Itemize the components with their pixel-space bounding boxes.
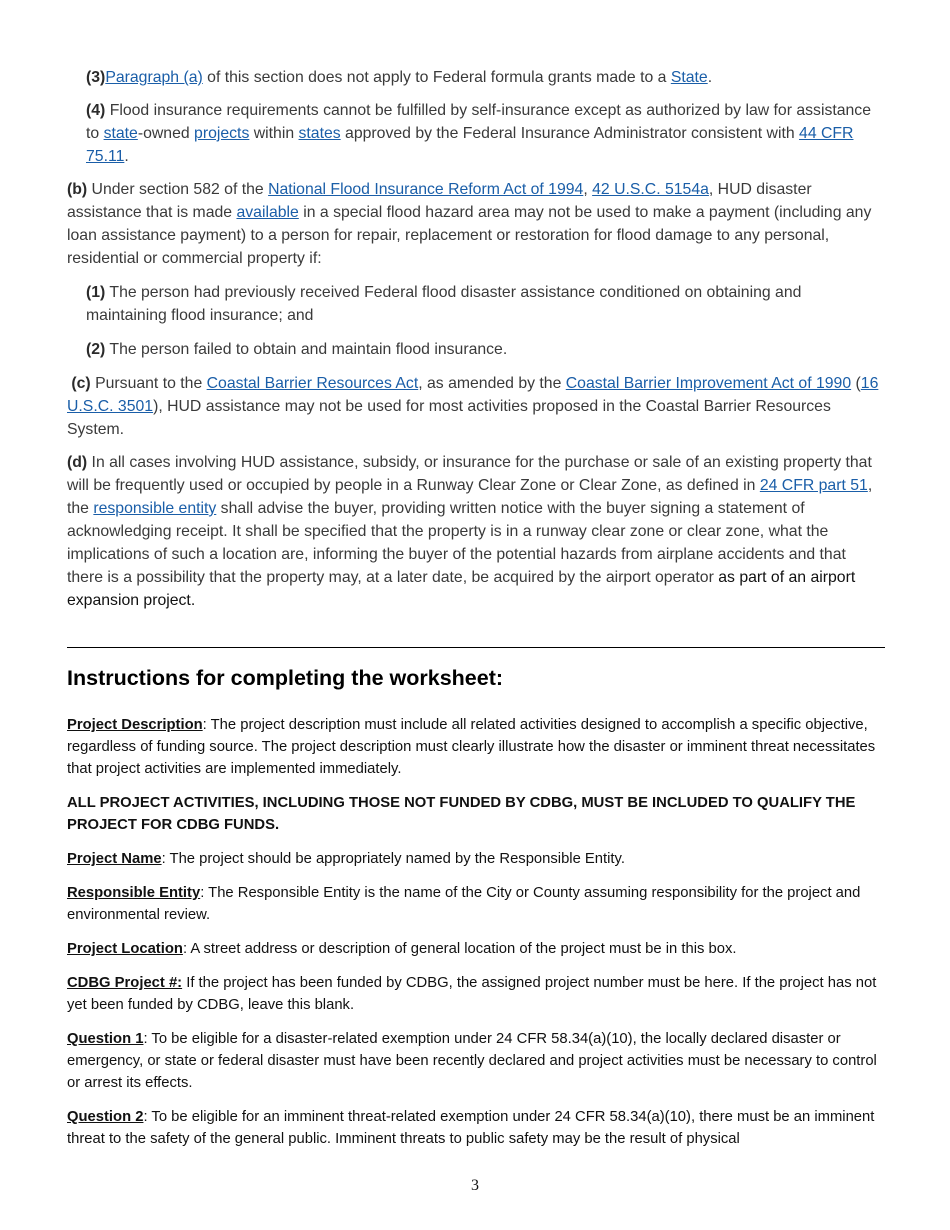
link-42-usc-5154a[interactable]: 42 U.S.C. 5154a bbox=[592, 181, 709, 198]
text: : A street address or description of general location of the project must be in this box. bbox=[182, 941, 737, 957]
text: : The project description must include all related activities designed to accomplish a specific objective, regardless of funding source. The project description must clearly illustrate how the disaster or imminent threat necessitates that project activities are implemented immediately. bbox=[67, 717, 876, 777]
term-label: Question 1 bbox=[67, 1031, 144, 1047]
text: Flood insurance requirements cannot be fulfilled by self-insurance except as authorized by law for assistance to bbox=[86, 102, 871, 142]
text: within bbox=[249, 125, 299, 142]
text: : The Responsible Entity is the name of the City or County assuming responsibility for the project and environmental review. bbox=[67, 885, 861, 923]
text: Pursuant to the bbox=[90, 375, 207, 392]
text: . bbox=[124, 148, 129, 165]
text: : To be eligible for an imminent threat-related exemption under 24 CFR 58.34(a)(10), there must be an imminent threat to the safety of the general public. Imminent threats to public safety may be the result of physical bbox=[67, 1109, 875, 1147]
link-24-cfr-part-51[interactable]: 24 CFR part 51 bbox=[759, 477, 868, 494]
text: In all cases involving HUD assistance, subsidy, or insurance for the purchase or sale of an existing property that will be frequently used or occupied by people in a Runway Clear Zone or Clear Zone, as defined in bbox=[67, 454, 872, 494]
link-paragraph-a[interactable]: Paragraph (a) bbox=[105, 69, 203, 86]
document-page bbox=[67, 66, 885, 1150]
term-label: Project Name bbox=[67, 851, 162, 867]
link-44-cfr-75-11[interactable]: 44 CFR 75.11 bbox=[86, 125, 854, 165]
section-divider bbox=[67, 647, 885, 648]
paragraph-number: (c) bbox=[71, 375, 91, 392]
paragraph-b bbox=[67, 178, 885, 270]
paragraph-number: (4) bbox=[86, 102, 106, 119]
text: of this section does not apply to Federal formula grants made to a bbox=[202, 69, 671, 86]
paragraph-number: (3) bbox=[86, 69, 106, 86]
link-responsible-entity[interactable]: responsible entity bbox=[93, 500, 217, 517]
instruction-cdbg-project bbox=[67, 972, 885, 1016]
term-label: Question 2 bbox=[67, 1109, 144, 1125]
paragraph-number: (2) bbox=[86, 341, 106, 358]
instruction-responsible-entity bbox=[67, 882, 885, 926]
text: , bbox=[583, 181, 593, 198]
instruction-question-2 bbox=[67, 1106, 885, 1150]
text: , the bbox=[67, 477, 873, 517]
text: : To be eligible for a disaster-related exemption under 24 CFR 58.34(a)(10), the locally declared disaster or emergency, or state or federal disaster must have been recently declared and project activities must be necessary to control or arrest its effects. bbox=[67, 1031, 877, 1091]
term-label: Project Description bbox=[67, 717, 203, 733]
text: ), HUD assistance may not be used for most activities proposed in the Coastal Barrier Resources System. bbox=[67, 398, 831, 438]
paragraph-c bbox=[67, 372, 885, 441]
text: shall advise the buyer, providing written notice with the buyer signing a statement of acknowledging receipt. It shall be specified that the property is in a runway clear zone or clear zone, what the implications of such a location are, informing the buyer of the potential hazards from airplane accidents and that there is a possibility that the property may, at a later date, be acquired by the airport operator bbox=[67, 500, 846, 586]
link-projects[interactable]: projects bbox=[194, 125, 250, 142]
link-states[interactable]: states bbox=[298, 125, 341, 142]
instruction-project-location bbox=[67, 938, 885, 960]
paragraph-a3 bbox=[86, 66, 885, 89]
paragraph-number: (1) bbox=[86, 284, 106, 301]
paragraph-number: (b) bbox=[67, 181, 88, 198]
text: , as amended by the bbox=[418, 375, 566, 392]
text: . bbox=[707, 69, 713, 86]
link-coastal-barrier-resources-act[interactable]: Coastal Barrier Resources Act bbox=[206, 375, 419, 392]
instructions-heading: Instructions for completing the worksheet: bbox=[67, 666, 504, 690]
instruction-project-name bbox=[67, 848, 885, 870]
paragraph-a4 bbox=[86, 99, 885, 168]
instruction-project-description bbox=[67, 714, 885, 780]
text: , HUD disaster assistance that is made bbox=[67, 181, 812, 221]
text: in a special flood hazard area may not be used to make a payment (including any loan assistance payment) to a person for repair, replacement or restoration for flood damage to any personal, residential or commercial property if: bbox=[67, 204, 872, 267]
text: If the project has been funded by CDBG, the assigned project number must be here. If the project has not yet been funded by CDBG, leave this blank. bbox=[67, 975, 877, 1013]
paragraph-b1 bbox=[86, 281, 885, 327]
link-16-usc-3501[interactable]: 16 U.S.C. 3501 bbox=[67, 375, 879, 415]
term-label: CDBG Project #: bbox=[67, 975, 183, 991]
instruction-caps-note: ALL PROJECT ACTIVITIES, INCLUDING THOSE NOT FUNDED BY CDBG, MUST BE INCLUDED TO QUALIFY THE PROJECT FOR CDBG FUNDS. bbox=[67, 795, 856, 833]
link-coastal-barrier-improvement-act[interactable]: Coastal Barrier Improvement Act of 1990 bbox=[565, 375, 852, 392]
term-label: Responsible Entity bbox=[67, 885, 201, 901]
text: ( bbox=[851, 375, 861, 392]
instruction-question-1 bbox=[67, 1028, 885, 1094]
text: -owned bbox=[137, 125, 195, 142]
text: as part of an airport expansion project. bbox=[67, 569, 856, 609]
link-nfira-1994[interactable]: National Flood Insurance Reform Act of 1994 bbox=[268, 181, 584, 198]
text: The person had previously received Federal flood disaster assistance conditioned on obtaining and maintaining flood insurance; and bbox=[86, 284, 802, 324]
text: approved by the Federal Insurance Administrator consistent with bbox=[340, 125, 800, 142]
paragraph-b2 bbox=[86, 338, 885, 361]
link-state-lower[interactable]: state bbox=[103, 125, 138, 142]
paragraph-number: (d) bbox=[67, 454, 88, 471]
text: The person failed to obtain and maintain flood insurance. bbox=[105, 341, 508, 358]
page-number: 3 bbox=[471, 1177, 479, 1194]
paragraph-d bbox=[67, 451, 885, 612]
term-label: Project Location bbox=[67, 941, 183, 957]
link-available[interactable]: available bbox=[236, 204, 299, 221]
text: : The project should be appropriately named by the Responsible Entity. bbox=[161, 851, 625, 867]
link-state[interactable]: State bbox=[670, 69, 708, 86]
text: Under section 582 of the bbox=[87, 181, 269, 198]
